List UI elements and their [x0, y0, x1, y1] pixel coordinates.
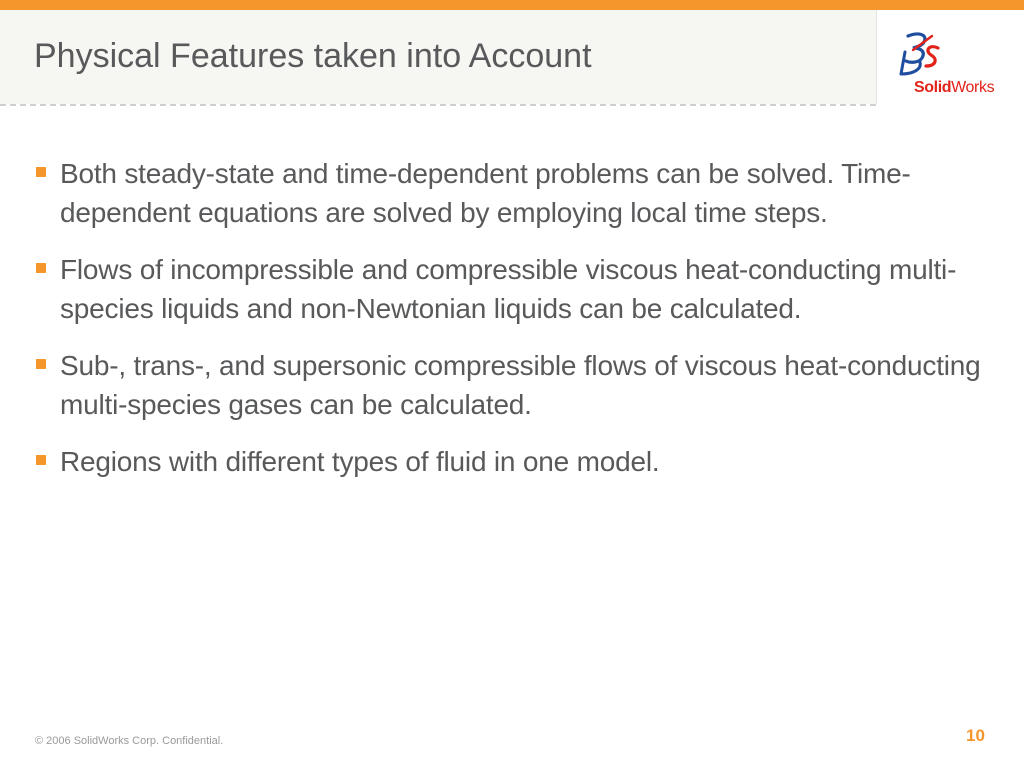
slide-title: Physical Features taken into Account	[34, 37, 592, 75]
bullet-text: Flows of incompressible and compressible viscous heat-conducting multi-species liquids and non-Newtonian liquids can be calculated.	[60, 254, 957, 324]
top-accent-bar	[0, 0, 1024, 10]
bullet-text: Sub-, trans-, and supersonic compressible flows of viscous heat-conducting multi-species gases can be calculated.	[60, 350, 981, 420]
logo-word-solid: Solid	[914, 79, 952, 96]
logo-wordmark	[914, 79, 994, 97]
square-bullet-icon	[36, 167, 46, 177]
solidworks-logo	[898, 30, 1008, 100]
title-band-divider	[876, 10, 877, 104]
square-bullet-icon	[36, 455, 46, 465]
square-bullet-icon	[36, 263, 46, 273]
bullet-item	[36, 154, 986, 232]
3ds-logo-mark-icon	[898, 30, 958, 80]
bullet-list	[36, 154, 986, 499]
bullet-text: Both steady-state and time-dependent problems can be solved. Time-dependent equations are solved by employing local time steps.	[60, 158, 911, 228]
title-dashed-rule	[0, 104, 876, 106]
square-bullet-icon	[36, 359, 46, 369]
bullet-item	[36, 250, 986, 328]
page-number: 10	[966, 726, 985, 745]
bullet-item	[36, 442, 986, 481]
bullet-text: Regions with different types of fluid in one model.	[60, 446, 660, 477]
footer-copyright: © 2006 SolidWorks Corp. Confidential.	[35, 735, 224, 747]
bullet-item	[36, 346, 986, 424]
logo-word-works: Works	[951, 79, 995, 96]
